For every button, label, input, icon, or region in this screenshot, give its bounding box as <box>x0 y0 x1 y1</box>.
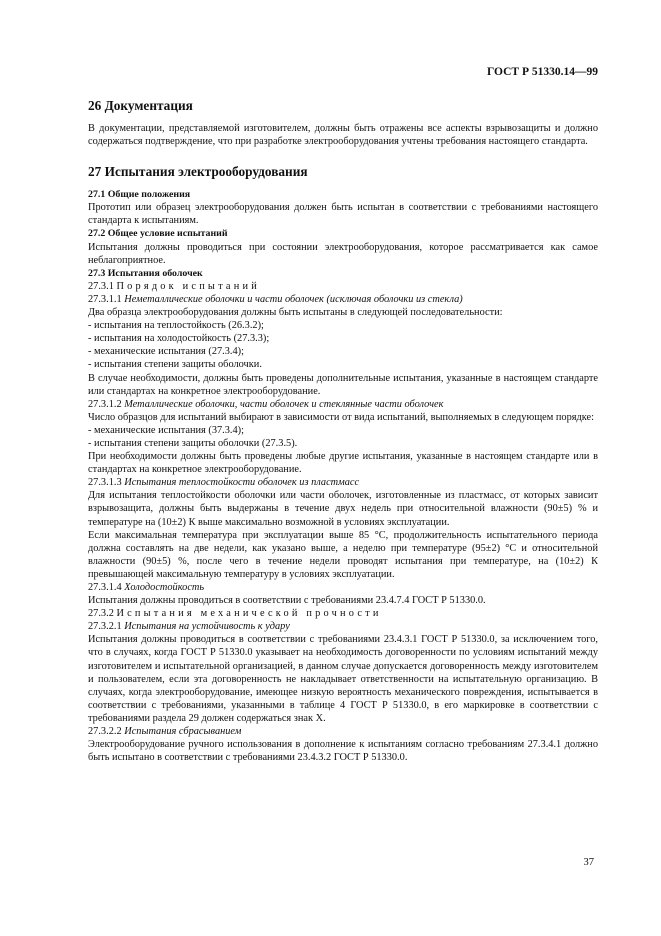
list-item: - испытания на теплостойкость (26.3.2); <box>88 320 264 332</box>
s27-3-1-2-title: Металлические оболочки, части оболочек и стеклянные части оболочек <box>124 398 444 410</box>
s27-3-2-2-heading <box>88 725 598 738</box>
section-27-title: 27 Испытания электрооборудования <box>88 164 308 180</box>
s27-3-1-1-num: 27.3.1.1 <box>88 293 122 305</box>
s27-3-1-1-title: Неметаллические оболочки и части оболочек (исключая оболочки из стекла) <box>124 293 463 305</box>
s27-3-2-1-title: Испытания на устойчивость к удару <box>124 621 290 633</box>
list-item: - испытания степени защиты оболочки (27.3.5). <box>88 437 298 449</box>
s27-3-1-4-text: Испытания должны проводиться в соответствии с требованиями 23.4.7.4 ГОСТ Р 51330.0. <box>88 595 486 607</box>
s27-1-title: 27.1 Общие положения <box>88 189 191 201</box>
list-item: - испытания степени защиты оболочки. <box>88 359 262 371</box>
s27-3-2-1-heading <box>88 620 598 633</box>
s27-3-2-2-num: 27.3.2.2 <box>88 726 122 738</box>
doc-code-header: ГОСТ Р 51330.14—99 <box>487 66 598 78</box>
s27-3-1-3-title: Испытания теплостойкости оболочек из пластмасс <box>124 477 360 489</box>
s27-3-1-1-text: Два образца электрооборудования должны быть испытаны в следующей последовательности: <box>88 307 503 319</box>
s27-3-1-2-text2: При необходимости должны быть проведены любые другие испытания, указанные в настоящем стандарте или в стандартах на конкретное электрооборудование. <box>88 451 598 476</box>
list-item: - механические испытания (37.3.4); <box>88 424 244 436</box>
s27-2-text: Испытания должны проводиться при состоянии электрооборудования, которое рассматривается как самое неблагоприятное. <box>88 241 598 266</box>
s27-2-title: 27.2 Общее условие испытаний <box>88 228 228 240</box>
s27-3-1-2-text: Число образцов для испытаний выбирают в зависимости от вида испытаний, выполняемых в следующем порядке: <box>88 411 595 423</box>
s27-3-2-1-text: Испытания должны проводиться в соответствии с требованиями 23.4.3.1 ГОСТ Р 51330.0, за исключением того, что в случаях, когда ГОСТ Р 51330.0 указывает на необходимость договоренности по условиям испытаний между изготовителем и испытательной организацией, в данном случае допускается договоренность между изготовителем и пользователем, если эта договоренность не накладывает ответственности на испытательную организацию. В случаях, когда электрооборудование, имеющее низкую вероятность механического повреждения, испытывается в соответствии с требованиями, указанными в таблице 4 ГОСТ Р 51330.0, в его маркировке в соответствии с требованиями раздела 29 должен содержаться знак X. <box>88 634 598 724</box>
s27-1-text: Прототип или образец электрооборудования должен быть испытан в соответствии с требованиями настоящего стандарта к испытаниям. <box>88 202 598 227</box>
s27-3-title: 27.3 Испытания оболочек <box>88 267 203 279</box>
section-26-title: 26 Документация <box>88 98 193 113</box>
s27-3-2-num: 27.3.2 <box>88 608 114 620</box>
s27-3-1-title: Порядок испытаний <box>116 280 260 292</box>
s27-3-1-3-num: 27.3.1.3 <box>88 477 122 489</box>
s27-3-2-heading <box>88 607 598 620</box>
s27-3-2-2-title: Испытания сбрасыванием <box>124 726 242 738</box>
s27-3-1-3-text2: Если максимальная температура при эксплуатации выше 85 °С, продолжительность испытательного периода должна составлять на две недели, как указано выше, а неделю при температуре (95±2) °С и относительной влажности (90±5) %, после чего в течение недели проводят испытания при температуре, на (10±2) К превышающей максимальную температуру в условиях эксплуатации. <box>88 529 598 580</box>
list-item: - механические испытания (27.3.4); <box>88 346 244 358</box>
s27-3-1-num: 27.3.1 <box>88 280 114 292</box>
s27-3-1-1-heading <box>88 293 598 306</box>
s27-3-1-1-text2: В случае необходимости, должны быть проведены дополнительные испытания, указанные в настоящем стандарте или стандартах на конкретное электрооборудование. <box>88 372 598 397</box>
s27-3-2-title: Испытания механической прочности <box>116 608 382 620</box>
s27-3-1-3-heading <box>88 476 598 489</box>
s27-3-1-2-heading <box>88 398 598 411</box>
s27-3-2-2-text: Электрооборудование ручного использования в дополнение к испытаниям согласно требованиям 27.3.4.1 должно быть испытано в соответствии с требованиями 23.4.3.2 ГОСТ Р 51330.0. <box>88 739 598 764</box>
s27-3-1-4-num: 27.3.1.4 <box>88 582 122 593</box>
s27-3-2-1-num: 27.3.2.1 <box>88 621 122 633</box>
s27-3-1-4-title: Холодостойкость <box>124 582 205 593</box>
page-content <box>88 94 598 764</box>
s27-3-1-3-text: Для испытания теплостойкости оболочки или части оболочек, изготовленные из пластмасс, от которых зависит взрывозащита, должны быть выдержаны в течение двух недель при относительной влажности (90±5) % и температуре на (10±2) К выше максимально возможной в условиях эксплуатации. <box>88 490 598 528</box>
s27-3-1-2-num: 27.3.1.2 <box>88 398 122 410</box>
s27-3-1-4-heading <box>88 581 598 594</box>
list-item: - испытания на холодостойкость (27.3.3); <box>88 333 270 345</box>
section-26-text: В документации, представляемой изготовителем, должны быть отражены все аспекты взрывозащиты и должно содержаться подтверждение, что при разработке электрооборудования учтены требования настоящего стандарта. <box>88 123 598 148</box>
s27-3-1-heading <box>88 280 598 293</box>
page-number: 37 <box>583 857 594 868</box>
